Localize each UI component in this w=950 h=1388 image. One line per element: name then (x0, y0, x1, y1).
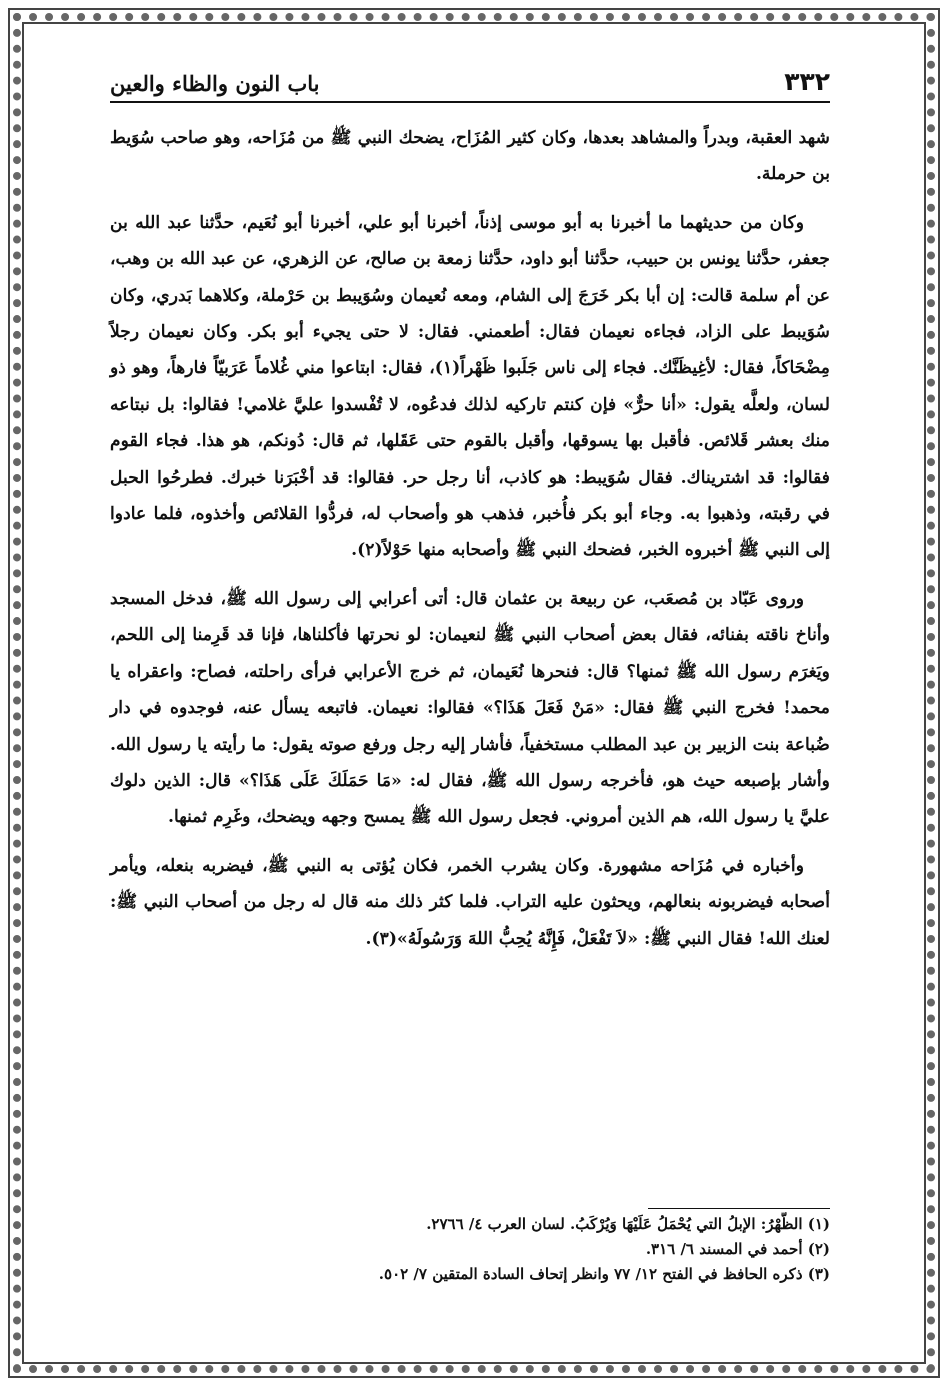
footnote-rule (648, 1208, 830, 1209)
footnote: (١) الظَّهْرُ: الإبلُ التي يُحْمَلُ عَلَيْهَا وَيُرْكَبُ. لسان العرب ٤/ ٢٧٦٦. (426, 1215, 830, 1233)
footnote: (٢) أحمد في المسند ٦/ ٣١٦. (645, 1240, 830, 1258)
paragraph: وروى عَبّاد بن مُصعَب، عن ربيعة بن عثمان قال: أتى أعرابي إلى رسول الله ﷺ، فدخل المسجد وأناخ ناقته بفنائه، فقال بعض أصحاب النبي ﷺ لنعيمان: لو نحرتها فأكلناها، فإنا قد قَرِمنا إلى اللحم، ويَغرَم رسول الله ﷺ ثمنها؟ قال: فنحرها نُعَيمان، ثم خرج الأعرابي فرأى راحلته، فصاح: واعقراه يا محمد! فخرج النبي ﷺ فقال: «مَنْ فَعَلَ هَذَا؟» فقالوا: نعيمان. فاتبعه يسأل عنه، فوجدوه في دار ضُباعة بنت الزبير بن عبد المطلب مستخفياً، فأشار إليه رجل ورفع صوته يقول: ما رأيته يا رسول الله. وأشار بإصبعه حيث هو، فأخرجه رسول الله ﷺ، فقال له: «مَا حَمَلَكَ عَلَى هَذَا؟» قال: الذين دلوك عليَّ يا رسول الله، هم الذين أمروني. فجعل رسول الله ﷺ يمسح وجهه ويضحك، وغَرِم ثمنها. (110, 588, 830, 828)
page-header (110, 62, 830, 96)
running-head: باب النون والظاء والعين (110, 71, 320, 96)
header-rule (110, 101, 830, 103)
paragraph: وأخباره في مُزَاحه مشهورة. وكان يشرب الخمر، فكان يُؤتى به النبي ﷺ، فيضربه بنعله، ويأمر أصحابه فيضربونه بنعالهم، ويحثون عليه التراب. فلما كثر ذلك منه قال له رجل من أصحاب النبي ﷺ: لعنك الله! فقال النبي ﷺ: «لاَ تَفْعَلْ، فَإِنَّهُ يُحِبُّ اللهَ وَرَسُولَهُ»(٣). (110, 855, 830, 949)
paragraph: وكان من حديثهما ما أخبرنا به أبو موسى إذناً، أخبرنا أبو علي، أخبرنا أبو نُعَيم، حدَّثنا عبد الله بن جعفر، حدَّثنا يونس بن حبيب، حدَّثنا أبو داود، حدَّثنا زمعة بن صالح، عن الزهري، عن عبد الله بن وهب، عن أم سلمة قالت: إن أبا بكر خَرَجَ إلى الشام، ومعه نُعيمان وسُوَيبط بن حَرْملة، وكلاهما بَدري، وكان سُوَيبط على الزاد، فجاءه نعيمان فقال: أطعمني. فقال: لا حتى يجيء أبو بكر. وكان نعيمان رجلاً مِضْحَاكاً، فقال: لأغِيظَنَّك. فجاء إلى ناس جَلَبوا ظَهْراً(١)، فقال: ابتاعوا مني غُلاماً عَرَبيّاً فارهاً، وهو ذو لسان، ولعلَّه يقول: «أنا حرٌّ» فإن كنتم تاركيه لذلك فدعُوه، لا تُفْسدوا عليَّ غلامي! فقالوا: بل نبتاعه منك بعشر قَلائص. فأقبل بها يسوقها، وأقبل بالقوم حتى عَقَلها، ثم قال: دُونكم، هو هذا. فجاء القوم فقالوا: قد اشتريناك. فقال سُوَيبط: هو كاذب، أنا رجل حر. فقالوا: قد أخْبَرَنا خبرك. فطرحُوا الحبل في رقبته، وذهبوا به. وجاء أبو بكر فأُخبر، فذهب هو وأصحاب له، فردُّوا القلائص وأخذوه، فلما عادوا إلى النبي ﷺ أخبروه الخبر، فضحك النبي ﷺ وأصحابه منها حَوْلاً(٢). (110, 212, 830, 561)
footnote: (٣) ذكره الحافظ في الفتح ١٢/ ٧٧ وانظر إتحاف السادة المتقين ٧/ ٥٠٢. (378, 1265, 830, 1283)
paragraph: شهد العقبة، وبدراً والمشاهد بعدها، وكان كثير المُزَاح، يضحك النبي ﷺ من مُزَاحه، وهو صاحب سُوَيط بن حرملة. (110, 128, 830, 185)
body-text (110, 120, 830, 969)
footnotes (110, 1212, 830, 1287)
page-number: ٣٣٢ (784, 67, 830, 96)
